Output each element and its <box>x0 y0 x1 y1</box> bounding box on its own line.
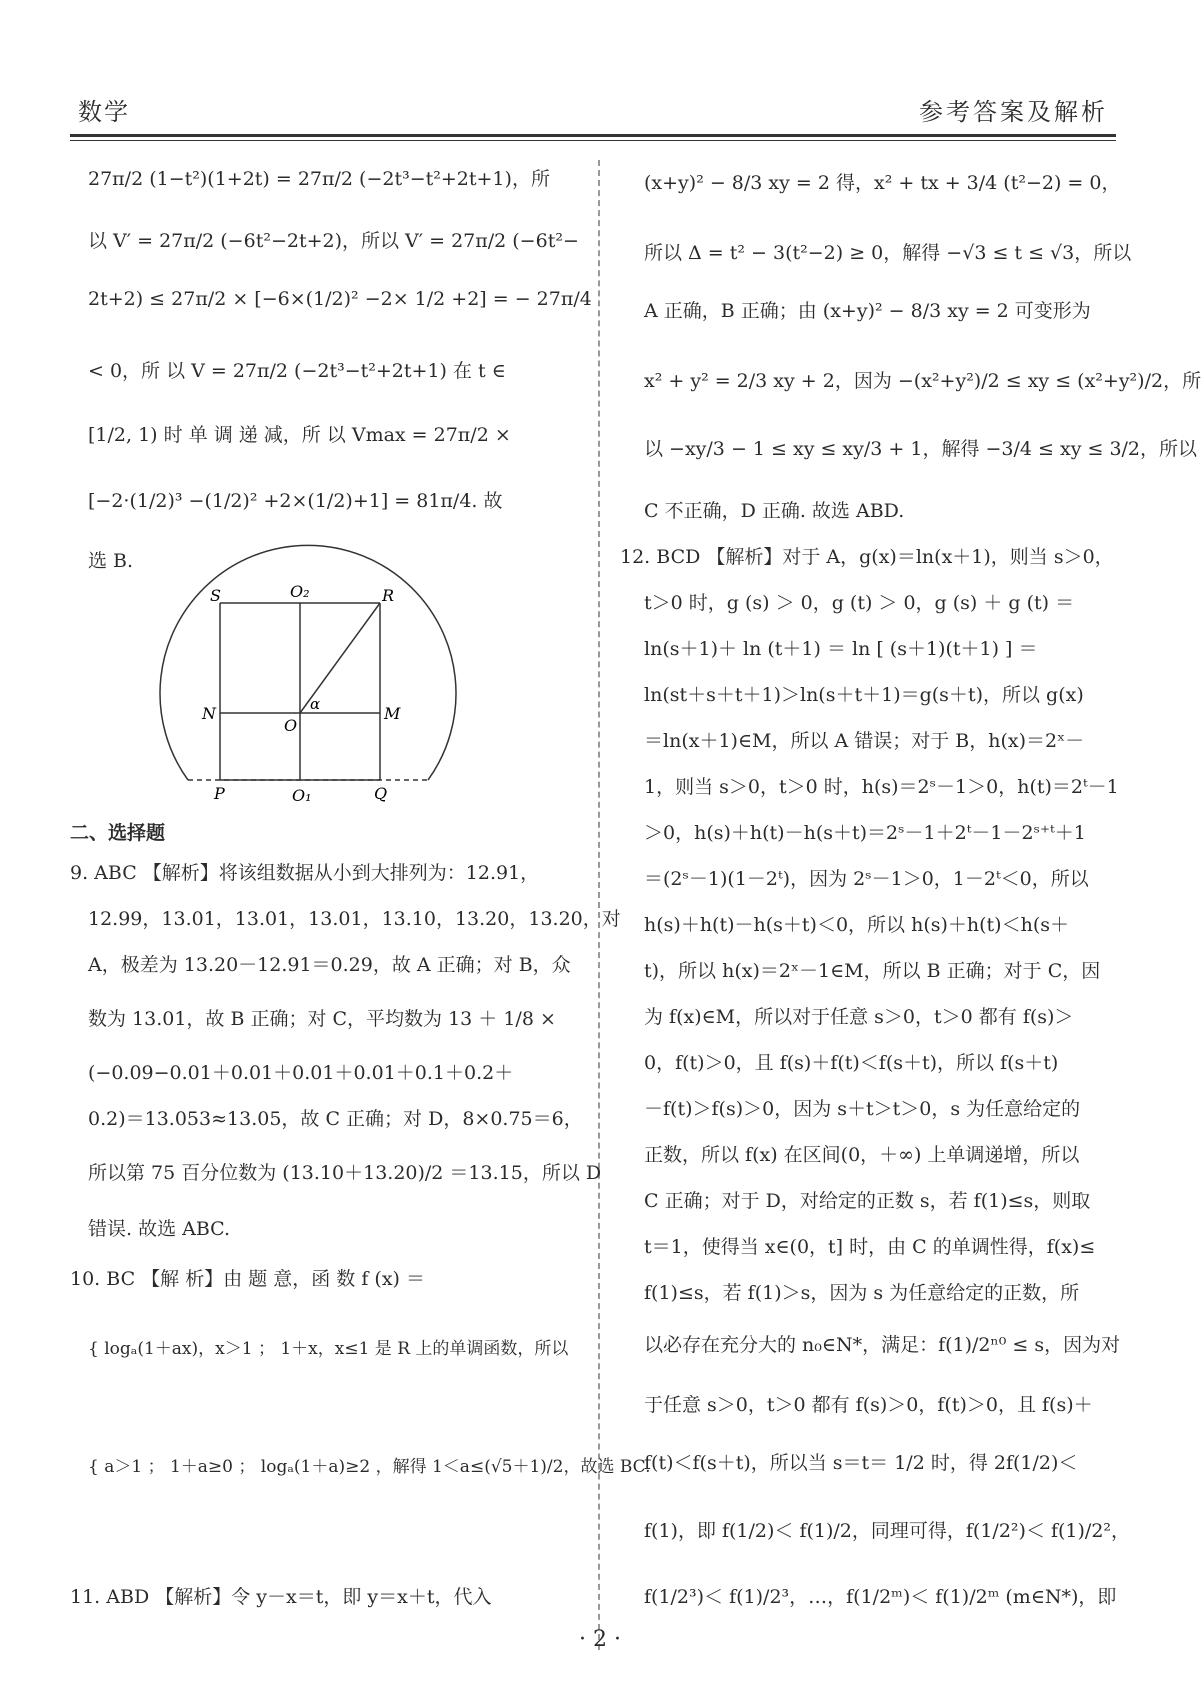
right-line: C 不正确，D 正确. 故选 ABD. <box>644 500 905 522</box>
answer-line: 11. ABD 【解析】令 y－x＝t，即 y＝x＋t，代入 <box>70 1586 492 1608</box>
answer-line: 数为 13.01，故 B 正确；对 C，平均数为 13 ＋ 1/8 × <box>88 1008 556 1030</box>
header-section-title: 参考答案及解析 <box>919 98 1108 126</box>
right-line: 以必存在充分大的 n₀∈N*，满足：f(1)/2ⁿ⁰ ≤ s，因为对 <box>644 1334 1121 1356</box>
answer-line: 9. ABC 【解析】将该组数据从小到大排列为：12.91， <box>70 862 540 884</box>
right-line: t)，所以 h(x)＝2ˣ－1∈M，所以 B 正确；对于 C，因 <box>644 960 1101 982</box>
left-line: 2t+2) ≤ 27π/2 × [−6×(1/2)² −2× 1/2 +2] = − 27π/4 <box>88 288 592 310</box>
right-line: t＝1，使得当 x∈(0，t] 时，由 C 的单调性得，f(x)≤ <box>644 1236 1096 1258</box>
answer-line: 所以第 75 百分位数为 (13.10＋13.20)/2 ＝13.15，所以 D <box>88 1162 602 1184</box>
right-line: A 正确，B 正确；由 (x+y)² − 8/3 xy = 2 可变形为 <box>644 300 1091 322</box>
section-heading: 二、选择题 <box>70 822 166 844</box>
right-line: (x+y)² − 8/3 xy = 2 得，x² + tx + 3/4 (t²−2) = 0， <box>644 172 1121 194</box>
answer-line: A，极差为 13.20－12.91＝0.29，故 A 正确；对 B，众 <box>88 954 571 976</box>
left-line: [−2·(1/2)³ −(1/2)² +2×(1/2)+1] = 81π/4. 故 <box>88 490 503 512</box>
label-M: M <box>384 704 401 723</box>
right-line: t＞0 时，g (s) ＞ 0，g (t) ＞ 0，g (s) ＋ g (t) ＝ <box>644 592 1075 614</box>
right-line: f(1/2³)＜ f(1)/2³，…，f(1/2ᵐ)＜ f(1)/2ᵐ (m∈N*)，即 <box>644 1586 1117 1608</box>
label-Q: Q <box>374 784 388 803</box>
right-line: x² + y² = 2/3 xy + 2，因为 −(x²+y²)/2 ≤ xy ≤ (x²+y²)/2，所 <box>644 370 1201 392</box>
right-line: ＞0，h(s)＋h(t)－h(s＋t)＝2ˢ－1＋2ᵗ－1－2ˢ⁺ᵗ＋1 <box>644 822 1086 844</box>
right-line: C 正确；对于 D，对给定的正数 s，若 f(1)≤s，则取 <box>644 1190 1091 1212</box>
right-line: f(t)＜f(s＋t)，所以当 s＝t＝ 1/2 时，得 2f(1/2)＜ <box>644 1452 1078 1474</box>
header-rule-thin <box>70 140 1116 141</box>
answer-line: (−0.09−0.01＋0.01＋0.01＋0.01＋0.1＋0.2＋ <box>88 1062 514 1084</box>
left-line: 选 B. <box>88 550 134 572</box>
answer-line: 12.99，13.01，13.01，13.01，13.10，13.20，13.20，对 <box>88 908 621 930</box>
right-line: 为 f(x)∈M，所以对于任意 s＞0，t＞0 都有 f(s)＞ <box>644 1006 1074 1028</box>
label-O1: O₁ <box>292 786 312 805</box>
right-line: 于任意 s＞0，t＞0 都有 f(s)＞0，f(t)＞0，且 f(s)＋ <box>644 1394 1093 1416</box>
right-line: ＝(2ˢ－1)(1－2ᵗ)，因为 2ˢ－1＞0，1－2ᵗ＜0，所以 <box>644 868 1089 890</box>
left-line: < 0，所 以 V = 27π/2 (−2t³−t²+2t+1) 在 t ∈ <box>88 360 506 382</box>
header-subject: 数学 <box>78 98 130 126</box>
answer-line: { a＞1 ； 1＋a≥0 ； logₐ(1＋a)≥2 ，解得 1＜a≤(√5＋1)/2，故选 BC. <box>88 1457 651 1477</box>
right-line: f(1)≤s，若 f(1)＞s，因为 s 为任意给定的正数，所 <box>644 1282 1080 1304</box>
left-line: 以 V′ = 27π/2 (−6t²−2t+2)，所以 V′ = 27π/2 (−6t²− <box>88 230 579 252</box>
page-number: · 2 · <box>579 1627 621 1652</box>
figure-arc <box>160 545 456 780</box>
left-line: [1/2, 1) 时 单 调 递 减，所 以 Vmax = 27π/2 × <box>88 424 511 446</box>
right-line: 以 −xy/3 − 1 ≤ xy ≤ xy/3 + 1，解得 −3/4 ≤ xy ≤ 3/2，所以 <box>644 438 1198 460</box>
label-alpha: α <box>310 695 321 713</box>
label-O2: O₂ <box>290 582 310 601</box>
right-line: ＝ln(x＋1)∈M，所以 A 错误；对于 B，h(x)＝2ˣ－ <box>644 730 1085 752</box>
right-line: 0，f(t)＞0，且 f(s)＋f(t)＜f(s＋t)，所以 f(s＋t) <box>644 1052 1059 1074</box>
right-line: ln(s＋1)＋ ln (t＋1) ＝ ln [ (s＋1)(t＋1) ] ＝ <box>644 638 1038 660</box>
answer-line: 错误. 故选 ABC. <box>88 1218 231 1240</box>
answer-line: 10. BC 【解 析】由 题 意，函 数 f (x) ＝ <box>70 1268 425 1290</box>
header-rule-thick <box>70 134 1116 137</box>
label-N: N <box>202 704 216 723</box>
label-S: S <box>210 586 221 605</box>
right-line: 正数，所以 f(x) 在区间(0，＋∞) 上单调递增，所以 <box>644 1144 1080 1166</box>
answer-line: { logₐ(1＋ax)，x＞1 ； 1＋x，x≤1 是 R 上的单调函数，所以 <box>88 1339 569 1359</box>
right-line: 1，则当 s＞0，t＞0 时，h(s)＝2ˢ－1＞0，h(t)＝2ᵗ－1 <box>644 776 1119 798</box>
right-line: h(s)＋h(t)－h(s＋t)＜0，所以 h(s)＋h(t)＜h(s＋ <box>644 914 1069 936</box>
right-line: 12. BCD 【解析】对于 A，g(x)＝ln(x＋1)，则当 s＞0， <box>620 546 1114 568</box>
right-line: 所以 Δ = t² − 3(t²−2) ≥ 0，解得 −√3 ≤ t ≤ √3，所以 <box>644 242 1132 264</box>
label-O: O <box>284 716 298 735</box>
left-line: 27π/2 (1−t²)(1+2t) = 27π/2 (−2t³−t²+2t+1)，所 <box>88 168 550 190</box>
answer-line: 0.2)＝13.053≈13.05，故 C 正确；对 D，8×0.75＝6， <box>88 1108 583 1130</box>
label-P: P <box>214 784 225 803</box>
right-line: ln(st＋s＋t＋1)＞ln(s＋t＋1)＝g(s＋t)，所以 g(x) <box>644 684 1084 706</box>
right-line: f(1)，即 f(1/2)＜ f(1)/2，同理可得，f(1/2²)＜ f(1)/2²， <box>644 1520 1131 1542</box>
right-line: －f(t)＞f(s)＞0，因为 s＋t＞t＞0，s 为任意给定的 <box>644 1098 1081 1120</box>
label-R: R <box>382 586 395 605</box>
geometry-figure-main <box>160 582 470 810</box>
